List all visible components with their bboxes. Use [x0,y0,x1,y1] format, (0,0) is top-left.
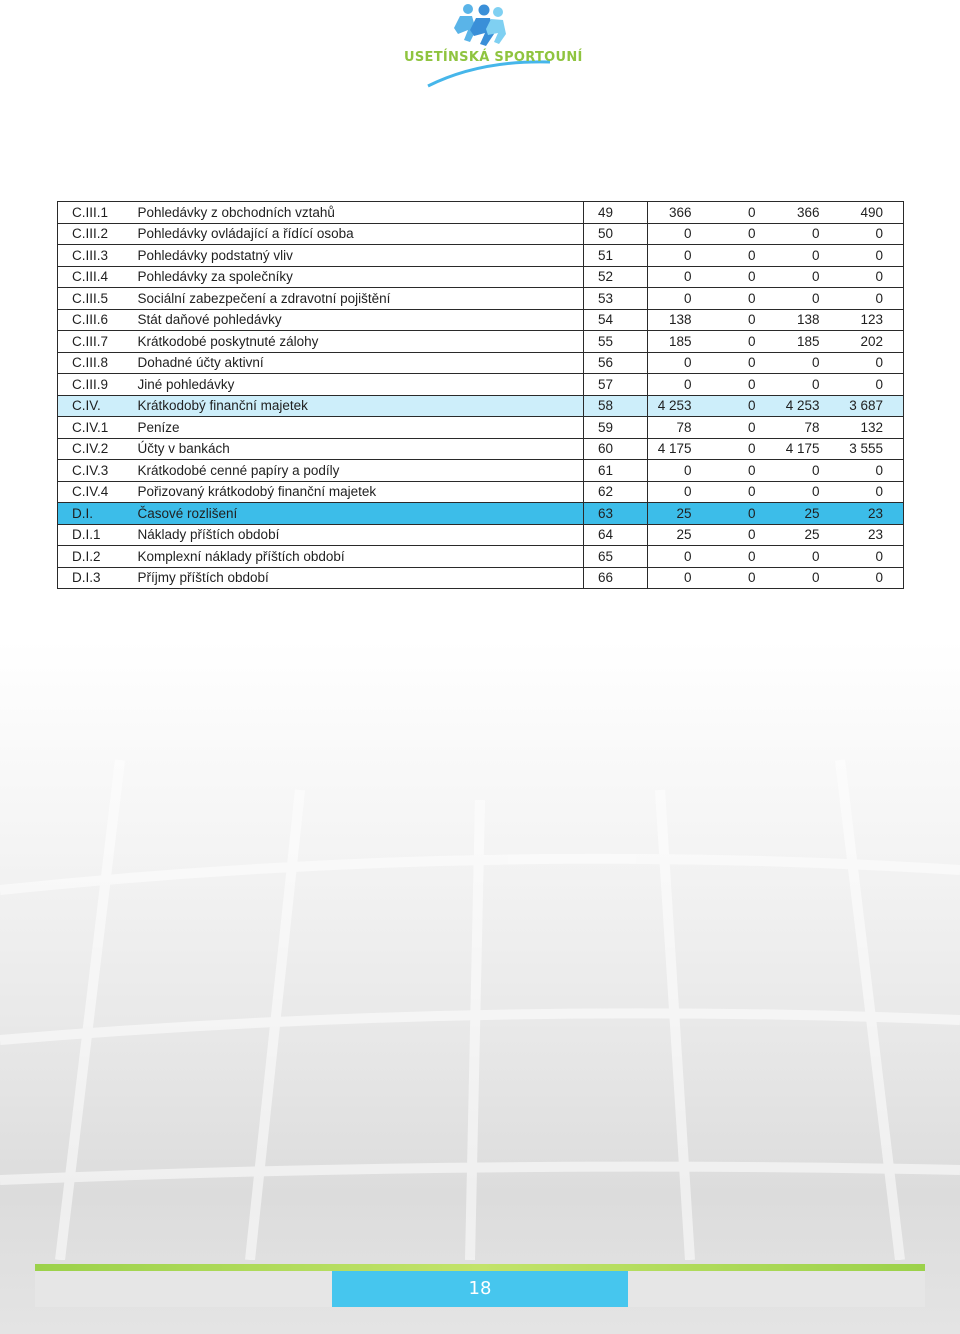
table-row [58,438,904,460]
value-cell: 0 [840,266,904,288]
row-code: C.IV. [58,395,135,417]
table-row [58,481,904,503]
table-row [58,352,904,374]
table-row [58,460,904,482]
value-cell: 0 [712,395,776,417]
value-cell: 0 [648,567,712,589]
footer-green-stripe [35,1264,925,1271]
row-code: C.IV.3 [58,460,135,482]
value-cell: 25 [776,503,840,525]
value-cell: 0 [840,223,904,245]
value-cell: 0 [776,288,840,310]
row-label: Příjmy příštích období [135,567,584,589]
table-row [58,202,904,224]
background-net-image [0,640,960,1260]
value-cell: 490 [840,202,904,224]
value-cell: 3 687 [840,395,904,417]
value-cell: 138 [648,309,712,331]
value-cell: 0 [776,546,840,568]
balance-sheet-table [57,201,904,589]
row-number: 57 [584,374,648,396]
row-code: C.III.7 [58,331,135,353]
row-number: 58 [584,395,648,417]
table-row [58,546,904,568]
row-code: C.III.4 [58,266,135,288]
value-cell: 185 [776,331,840,353]
table-row [58,395,904,417]
value-cell: 0 [840,374,904,396]
value-cell: 78 [648,417,712,439]
row-code: C.III.2 [58,223,135,245]
row-label: Náklady příštích období [135,524,584,546]
value-cell: 0 [712,223,776,245]
table-row [58,266,904,288]
value-cell: 202 [840,331,904,353]
table-row [58,417,904,439]
value-cell: 0 [712,245,776,267]
row-code: C.IV.2 [58,438,135,460]
value-cell: 4 253 [776,395,840,417]
value-cell: 0 [776,374,840,396]
value-cell: 25 [648,503,712,525]
value-cell: 0 [776,245,840,267]
row-label: Krátkodobé cenné papíry a podíly [135,460,584,482]
row-label: Jiné pohledávky [135,374,584,396]
row-number: 61 [584,460,648,482]
value-cell: 0 [648,374,712,396]
row-number: 66 [584,567,648,589]
value-cell: 0 [840,546,904,568]
row-code: C.III.1 [58,202,135,224]
table-row [58,309,904,331]
value-cell: 0 [648,266,712,288]
row-code: C.III.9 [58,374,135,396]
value-cell: 78 [776,417,840,439]
value-cell: 0 [712,288,776,310]
logo-wordmark: USETÍNSKÁ SPORTOUNÍ [404,50,583,65]
row-number: 63 [584,503,648,525]
table-row [58,503,904,525]
value-cell: 0 [712,546,776,568]
row-label: Stát daňové pohledávky [135,309,584,331]
row-label: Krátkodobý finanční majetek [135,395,584,417]
value-cell: 0 [776,223,840,245]
row-label: Komplexní náklady příštích období [135,546,584,568]
value-cell: 25 [776,524,840,546]
value-cell: 0 [776,352,840,374]
row-number: 56 [584,352,648,374]
value-cell: 4 253 [648,395,712,417]
value-cell: 185 [648,331,712,353]
value-cell: 23 [840,503,904,525]
row-number: 51 [584,245,648,267]
value-cell: 4 175 [776,438,840,460]
value-cell: 0 [840,288,904,310]
value-cell: 138 [776,309,840,331]
value-cell: 366 [776,202,840,224]
row-label: Sociální zabezpečení a zdravotní pojištění [135,288,584,310]
value-cell: 0 [840,481,904,503]
row-code: D.I.3 [58,567,135,589]
value-cell: 132 [840,417,904,439]
table-row [58,524,904,546]
row-number: 49 [584,202,648,224]
row-label: Časové rozlišení [135,503,584,525]
value-cell: 0 [712,481,776,503]
table-row [58,567,904,589]
row-number: 60 [584,438,648,460]
value-cell: 0 [712,309,776,331]
value-cell: 4 175 [648,438,712,460]
table-row [58,374,904,396]
row-number: 54 [584,309,648,331]
value-cell: 0 [712,438,776,460]
value-cell: 0 [712,503,776,525]
value-cell: 0 [712,524,776,546]
row-code: C.IV.1 [58,417,135,439]
value-cell: 0 [648,288,712,310]
value-cell: 0 [648,460,712,482]
value-cell: 0 [648,546,712,568]
row-number: 50 [584,223,648,245]
value-cell: 23 [840,524,904,546]
table-row [58,288,904,310]
row-code: C.IV.4 [58,481,135,503]
row-code: D.I.2 [58,546,135,568]
row-code: C.III.8 [58,352,135,374]
table-row [58,331,904,353]
row-label: Pohledávky podstatný vliv [135,245,584,267]
value-cell: 0 [712,417,776,439]
row-number: 64 [584,524,648,546]
row-code: C.III.6 [58,309,135,331]
row-label: Krátkodobé poskytnuté zálohy [135,331,584,353]
value-cell: 0 [712,202,776,224]
row-code: C.III.3 [58,245,135,267]
row-label: Pořizovaný krátkodobý finanční majetek [135,481,584,503]
value-cell: 0 [648,223,712,245]
value-cell: 0 [712,352,776,374]
value-cell: 0 [776,266,840,288]
value-cell: 0 [712,266,776,288]
value-cell: 0 [840,567,904,589]
row-number: 53 [584,288,648,310]
row-number: 55 [584,331,648,353]
value-cell: 0 [648,481,712,503]
value-cell: 0 [840,352,904,374]
value-cell: 0 [776,460,840,482]
table-row [58,223,904,245]
row-code: D.I.1 [58,524,135,546]
value-cell: 0 [648,245,712,267]
row-label: Účty v bankách [135,438,584,460]
row-label: Pohledávky z obchodních vztahů [135,202,584,224]
row-number: 65 [584,546,648,568]
row-label: Pohledávky za společníky [135,266,584,288]
row-label: Peníze [135,417,584,439]
value-cell: 0 [712,374,776,396]
value-cell: 0 [712,331,776,353]
row-code: D.I. [58,503,135,525]
value-cell: 123 [840,309,904,331]
row-number: 59 [584,417,648,439]
value-cell: 3 555 [840,438,904,460]
row-label: Pohledávky ovládající a řídící osoba [135,223,584,245]
value-cell: 25 [648,524,712,546]
value-cell: 0 [712,567,776,589]
balance-sheet-rows [58,202,904,589]
row-number: 52 [584,266,648,288]
value-cell: 0 [712,460,776,482]
value-cell: 0 [648,352,712,374]
value-cell: 366 [648,202,712,224]
value-cell: 0 [776,567,840,589]
table-row [58,245,904,267]
row-code: C.III.5 [58,288,135,310]
row-label: Dohadné účty aktivní [135,352,584,374]
row-number: 62 [584,481,648,503]
value-cell: 0 [840,245,904,267]
value-cell: 0 [840,460,904,482]
page-number: 18 [468,1278,492,1299]
value-cell: 0 [776,481,840,503]
